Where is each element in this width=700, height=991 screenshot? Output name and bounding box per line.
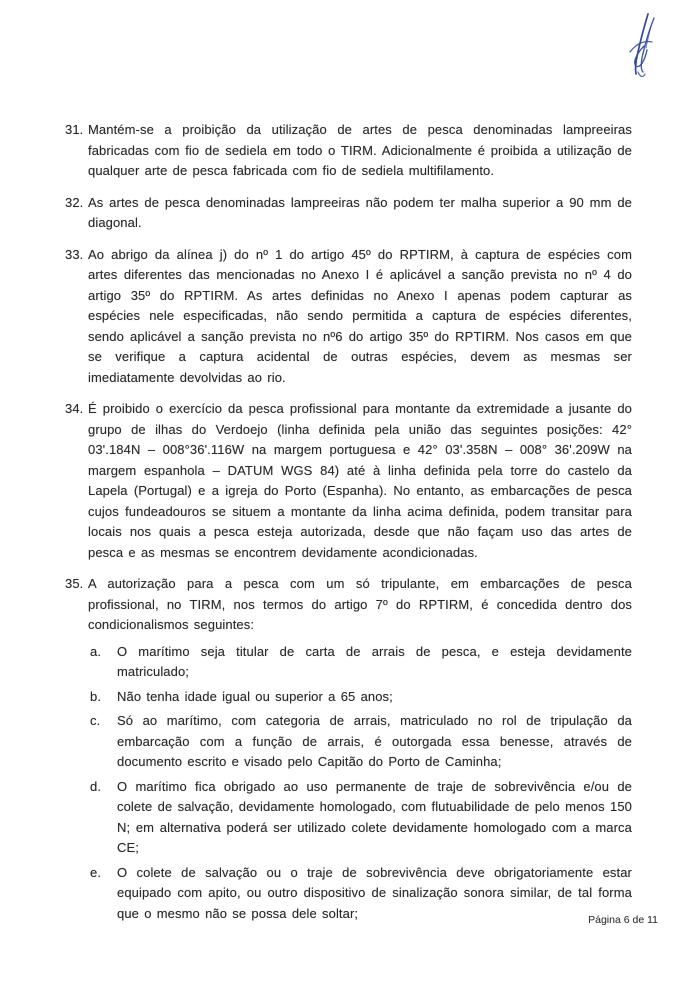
lettered-sublist [88, 642, 632, 925]
item-number: 32. [65, 194, 84, 210]
subitem-text: O colete de salvação ou o traje de sobrevivência deve obrigatoriamente estar equipado com apito, ou outro dispositivo de sinalização sonora similar, de tal forma que o mesmo não se possa dele soltar; [117, 864, 632, 921]
subitem-letter: b. [90, 688, 102, 704]
paragraph-text: Ao abrigo da alínea j) do nº 1 do artigo 45º do RPTIRM, à captura de espécies com artes diferentes das mencionadas no Anexo I é aplicável a sanção prevista no nº 4 do artigo 35º do RPTIRM. As artes definidas no Anexo I apenas podem capturar as espécies nele especificadas, não sendo permitida a captura de espécies diferentes, sendo aplicável a sanção prevista no nº6 do artigo 35º do RPTIRM. Nos casos em que se verifique a captura acidental de outras espécies, devem as mesmas ser imediatamente devolvidas ao rio. [88, 246, 632, 385]
paragraph-text: A autorização para a pesca com um só tripulante, em embarcações de pesca profissional, no TIRM, nos termos do artigo 7º do RPTIRM, é concedida dentro dos condicionalismos seguintes: [88, 576, 632, 632]
item-number: 33. [65, 246, 84, 262]
numbered-paragraph-31 [65, 120, 632, 182]
numbered-paragraph-35 [65, 574, 632, 924]
sublist-item-a [90, 642, 632, 683]
item-number: 31. [65, 122, 84, 137]
paragraph-text: As artes de pesca denominadas lampreeiras não podem ter malha superior a 90 mm de diagonal. [88, 194, 632, 230]
sublist-item-d [90, 777, 632, 859]
paragraph-text: Mantém-se a proibição da utilização de artes de pesca denominadas lampreeiras fabricadas com fio de sediela em todo o TIRM. Adicionalmente é proibida a utilização de qualquer arte de pesca fabricada com fio de sediela multifilamento. [88, 122, 632, 178]
sublist-item-c [90, 711, 632, 773]
item-number: 35. [65, 576, 84, 591]
subitem-letter: d. [90, 778, 102, 794]
sublist-item-e [90, 863, 632, 925]
document-body [65, 120, 632, 935]
numbered-paragraph-33 [65, 245, 632, 389]
subitem-text: O marítimo fica obrigado ao uso permanente de traje de sobrevivência e/ou de colete de salvação, devidamente homologado, com flutuabilidade de pelo menos 150 N; em alternativa poderá ser utilizado colete devidamente homologado com a marca CE; [117, 778, 632, 855]
subitem-letter: a. [90, 643, 102, 659]
subitem-letter: e. [90, 864, 102, 880]
signature-initials-icon [614, 8, 670, 82]
item-number: 34. [65, 401, 84, 416]
subitem-text: Só ao marítimo, com categoria de arrais, matriculado no rol de tripulação da embarcação com a função de arrais, é outorgada essa benesse, através de documento escrito e visado pelo Capitão do Porto de Caminha; [117, 713, 632, 769]
page-number-footer: Página 6 de 11 [588, 914, 658, 926]
numbered-paragraph-34 [65, 399, 632, 563]
subitem-text: Não tenha idade igual ou superior a 65 anos; [117, 688, 393, 704]
sublist-item-b [90, 687, 632, 708]
subitem-letter: c. [90, 713, 101, 728]
paragraph-text: É proibido o exercício da pesca profissional para montante da extremidade a jusante do grupo de ilhas do Verdoejo (linha definida pela união das seguintes posições: 42° 03'.184N – 008°36'.116W na margem portuguesa e 42° 03'.358N – 008° 36'.209W na margem espanhola – DATUM WGS 84) até à linha definida pela torre do castelo da Lapela (Portugal) e a igreja do Porto (Espanha). No entanto, as embarcações de pesca cujos fundeadouros se situem a montante da linha acima definida, podem transitar para locais nos quais a pesca esteja autorizada, desde que não façam uso das artes de pesca e as mesmas se encontrem devidamente acondicionadas. [88, 401, 632, 560]
numbered-paragraph-32 [65, 193, 632, 234]
subitem-text: O marítimo seja titular de carta de arrais de pesca, e esteja devidamente matriculado; [117, 643, 632, 679]
